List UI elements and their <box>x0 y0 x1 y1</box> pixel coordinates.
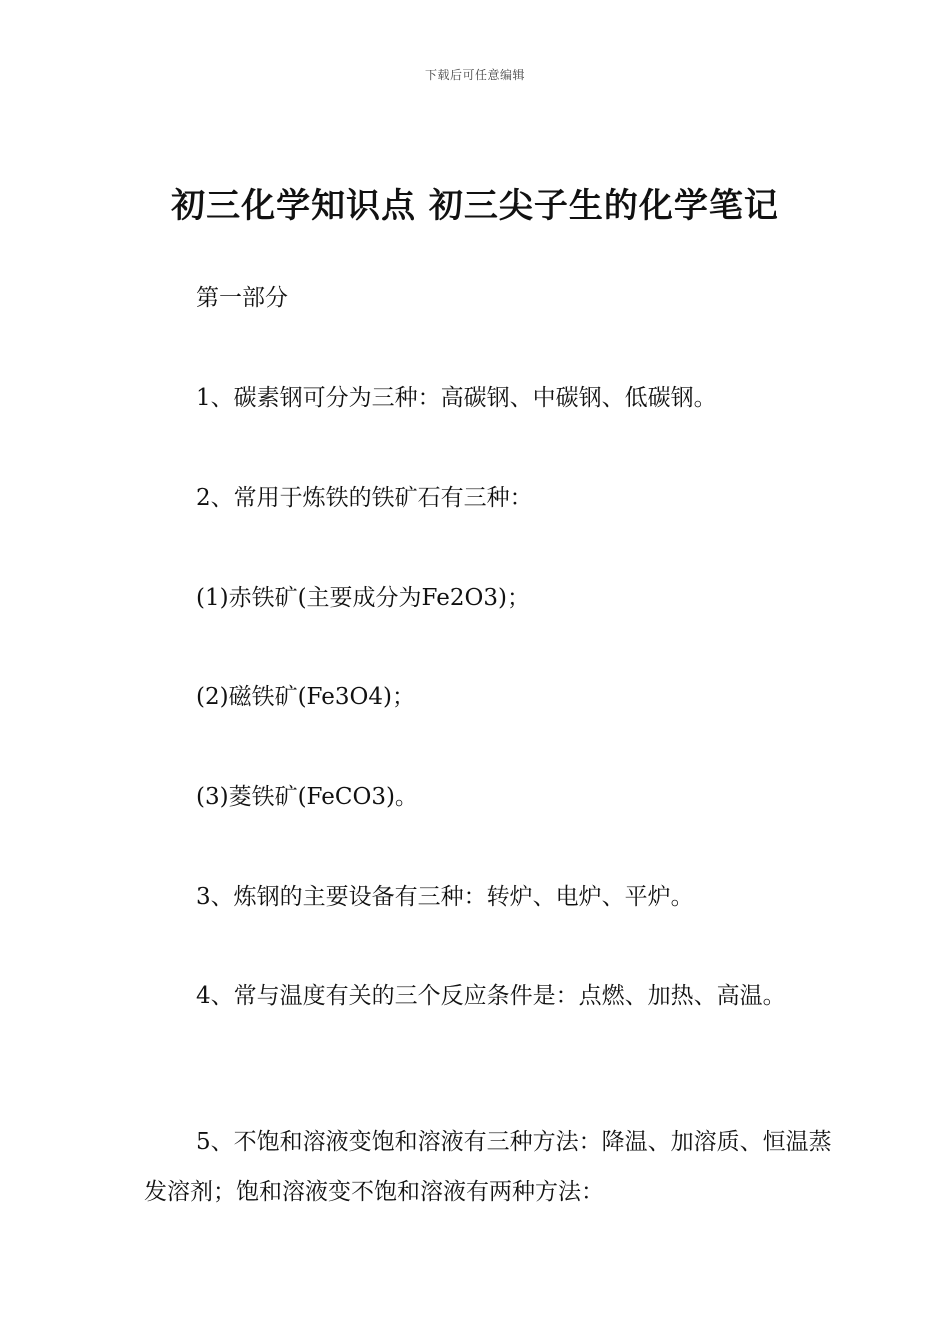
paragraph: 1、碳素钢可分为三种：高碳钢、中碳钢、低碳钢。 <box>196 385 717 411</box>
page-header: 下载后可任意编辑 <box>424 68 525 82</box>
paragraph: 5、不饱和溶液变饱和溶液有三种方法：降温、加溶质、恒温蒸发溶剂；饱和溶液变不饱和溶液有两种方法： <box>144 1129 832 1205</box>
paragraph: 3、炼钢的主要设备有三种：转炉、电炉、平炉。 <box>196 884 694 910</box>
paragraph: (2)磁铁矿(Fe3O4)； <box>196 684 415 710</box>
document-title: 初三化学知识点 初三尖子生的化学笔记 <box>171 186 779 226</box>
paragraph: 2、常用于炼铁的铁矿石有三种： <box>196 485 533 511</box>
paragraph: (3)菱铁矿(FeCO3)。 <box>196 784 418 810</box>
paragraph: (1)赤铁矿(主要成分为Fe2O3)； <box>196 585 530 611</box>
paragraph: 4、常与温度有关的三个反应条件是：点燃、加热、高温。 <box>196 983 786 1009</box>
paragraph: 第一部分 <box>196 285 288 311</box>
